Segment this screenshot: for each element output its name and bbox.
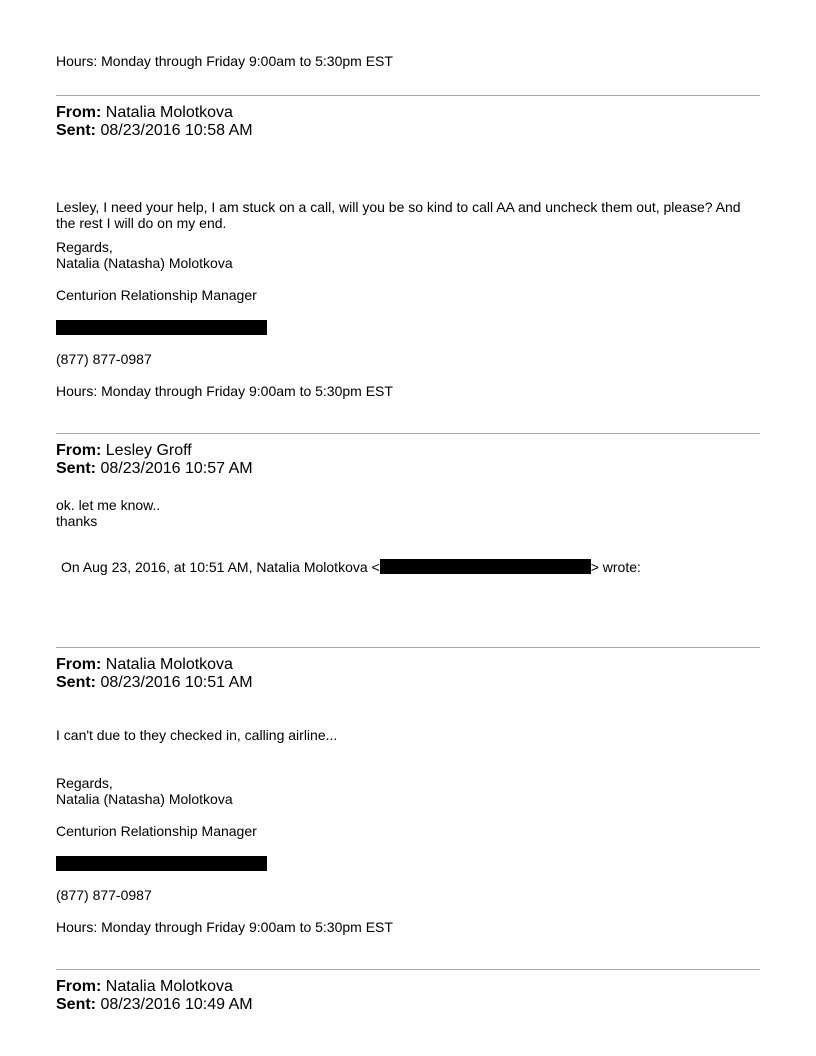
redaction-bar-email: [380, 559, 591, 574]
top-hours-text: Hours: Monday through Friday 9:00am to 5:30pm EST: [56, 53, 393, 69]
email-4-from-label: From:: [56, 978, 102, 995]
email-3-body-line-1: I can't due to they checked in, calling airline...: [56, 727, 338, 743]
redaction-bar-1: [56, 320, 267, 335]
email-1-from: [56, 104, 233, 122]
email-4-sent: [56, 996, 253, 1014]
email-2-from-label: From:: [56, 442, 102, 459]
email-3-signature-name: Natalia (Natasha) Molotkova: [56, 791, 233, 807]
email-2-quote-line: [61, 559, 641, 575]
email-2-sent: [56, 460, 253, 478]
email-1-sent: [56, 122, 253, 140]
email-1-hours: Hours: Monday through Friday 9:00am to 5:30pm EST: [56, 383, 393, 399]
email-3-from: [56, 656, 233, 674]
redaction-bar-2: [56, 856, 267, 871]
email-2-from-value: Lesley Groff: [105, 442, 192, 459]
email-3-sent-value: 08/23/2016 10:51 AM: [100, 674, 253, 691]
email-1-regards: Regards,: [56, 239, 113, 255]
email-2-body-line-1: ok. let me know..: [56, 497, 161, 513]
email-2-body-line-2: thanks: [56, 513, 98, 529]
email-1-from-label: From:: [56, 104, 102, 121]
email-1-sent-value: 08/23/2016 10:58 AM: [100, 122, 253, 139]
email-3-sent-label: Sent:: [56, 674, 96, 691]
email-1-body-line-2: the rest I will do on my end.: [56, 215, 227, 231]
email-1-signature-name: Natalia (Natasha) Molotkova: [56, 255, 233, 271]
email-3-from-label: From:: [56, 656, 102, 673]
email-1-phone: (877) 877-0987: [56, 351, 152, 367]
email-2-sent-label: Sent:: [56, 460, 96, 477]
email-1-sent-label: Sent:: [56, 122, 96, 139]
email-3-phone: (877) 877-0987: [56, 887, 152, 903]
email-4-from: [56, 978, 233, 996]
divider-2: [56, 433, 760, 434]
email-1-signature-title: Centurion Relationship Manager: [56, 287, 257, 303]
email-2-sent-value: 08/23/2016 10:57 AM: [100, 460, 253, 477]
divider-1: [56, 95, 760, 96]
email-4-sent-label: Sent:: [56, 996, 96, 1013]
divider-4: [56, 969, 760, 970]
email-3-sent: [56, 674, 253, 692]
divider-3: [56, 647, 760, 648]
email-2-quote-suffix: > wrote:: [590, 559, 641, 575]
email-1-body-line-1: Lesley, I need your help, I am stuck on a call, will you be so kind to call AA and uncheck them out, please? And: [56, 199, 741, 215]
email-2-from: [56, 442, 192, 460]
email-3-regards: Regards,: [56, 775, 113, 791]
email-2-quote-prefix: On Aug 23, 2016, at 10:51 AM, Natalia Molotkova <: [61, 559, 380, 575]
email-4-from-value: Natalia Molotkova: [105, 978, 233, 995]
email-1-from-value: Natalia Molotkova: [105, 104, 233, 121]
email-3-signature-title: Centurion Relationship Manager: [56, 823, 257, 839]
email-4-sent-value: 08/23/2016 10:49 AM: [100, 996, 253, 1013]
email-3-hours: Hours: Monday through Friday 9:00am to 5:30pm EST: [56, 919, 393, 935]
email-3-from-value: Natalia Molotkova: [105, 656, 233, 673]
